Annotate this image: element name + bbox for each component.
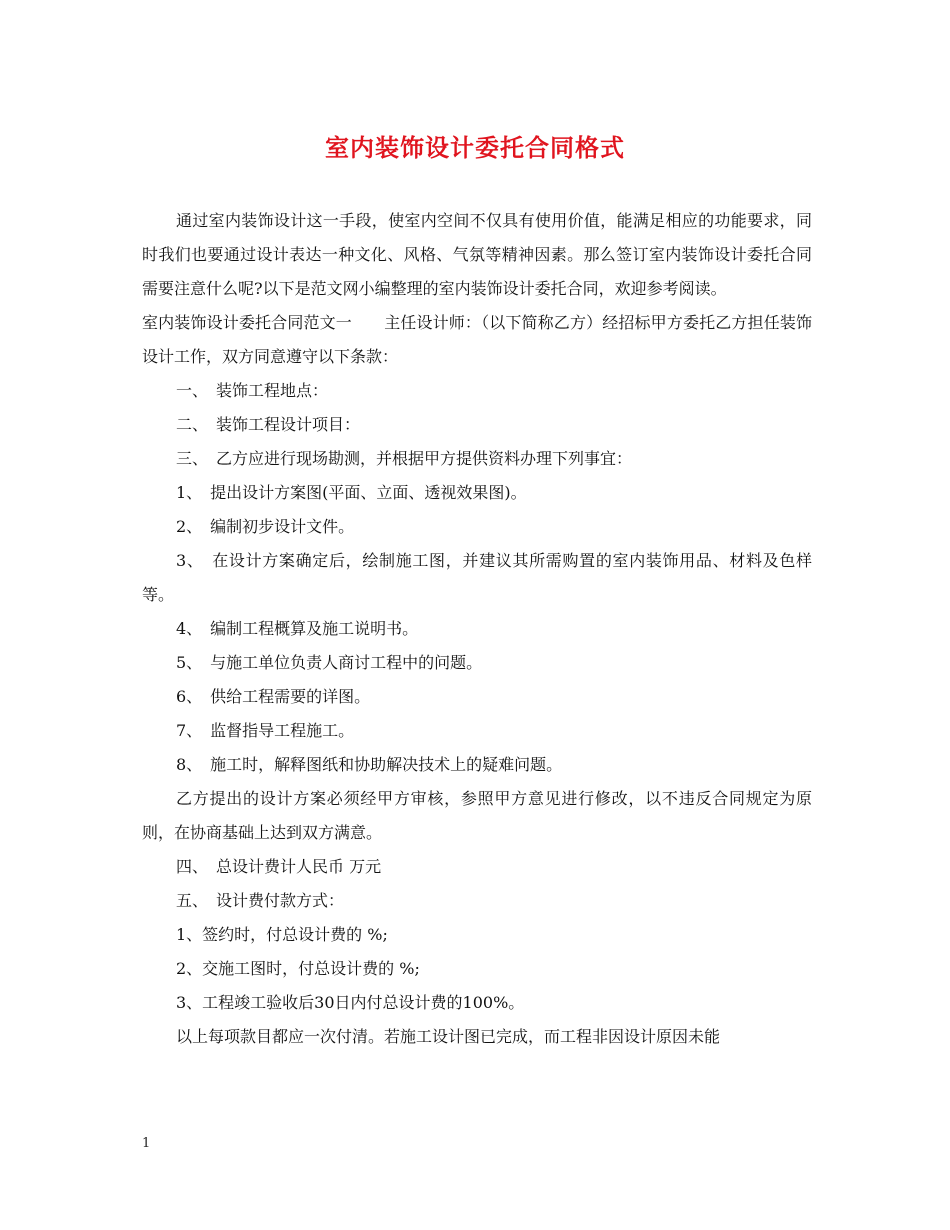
list-item: 3、工程竣工验收后30日内付总设计费的100%。 bbox=[176, 993, 525, 1012]
list-item: 7、 监督指导工程施工。 bbox=[176, 721, 355, 740]
list-item: 4、 编制工程概算及施工说明书。 bbox=[176, 619, 419, 638]
list-item: 2、交施工图时，付总设计费的 %; bbox=[176, 959, 420, 978]
list-item: 8、 施工时，解释图纸和协助解决技术上的疑难问题。 bbox=[176, 755, 563, 774]
document-title: 室内装饰设计委托合同格式 bbox=[325, 133, 625, 162]
page-number: 1 bbox=[142, 1136, 151, 1151]
clause-item: 一、 装饰工程地点： bbox=[176, 381, 329, 400]
clause-item: 二、 装饰工程设计项目： bbox=[176, 415, 361, 434]
list-item: 1、 提出设计方案图(平面、立面、透视效果图)。 bbox=[176, 483, 527, 502]
document-body bbox=[142, 204, 812, 1054]
clause-item: 四、 总设计费计人民币 万元 bbox=[176, 857, 382, 876]
list-item: 1、签约时，付总设计费的 %; bbox=[176, 925, 388, 944]
body-paragraph: 以上每项款目都应一次付清。若施工设计图已完成，而工程非因设计原因未能 bbox=[176, 1027, 721, 1046]
list-item: 5、 与施工单位负责人商讨工程中的问题。 bbox=[176, 653, 483, 672]
clause-item: 三、 乙方应进行现场勘测，并根据甲方提供资料办理下列事宜： bbox=[176, 449, 633, 468]
contract-heading-paragraph: 室内装饰设计委托合同范文一 主任设计师：（以下简称乙方）经招标甲方委托乙方担任装饰设计工作，双方同意遵守以下条款： bbox=[142, 313, 812, 366]
list-item: 3、 在设计方案确定后，绘制施工图，并建议其所需购置的室内装饰用品、材料及色样等。 bbox=[142, 551, 812, 604]
list-item: 6、 供给工程需要的详图。 bbox=[176, 687, 371, 706]
body-paragraph: 乙方提出的设计方案必须经甲方审核，参照甲方意见进行修改，以不违反合同规定为原则，在协商基础上达到双方满意。 bbox=[142, 789, 812, 842]
list-item: 2、 编制初步设计文件。 bbox=[176, 517, 355, 536]
intro-paragraph: 通过室内装饰设计这一手段，使室内空间不仅具有使用价值，能满足相应的功能要求，同时我们也要通过设计表达一种文化、风格、气氛等精神因素。那么签订室内装饰设计委托合同需要注意什么呢?以下是范文网小编整理的室内装饰设计委托合同，欢迎参考阅读。 bbox=[142, 211, 812, 298]
clause-item: 五、 设计费付款方式： bbox=[176, 891, 345, 910]
